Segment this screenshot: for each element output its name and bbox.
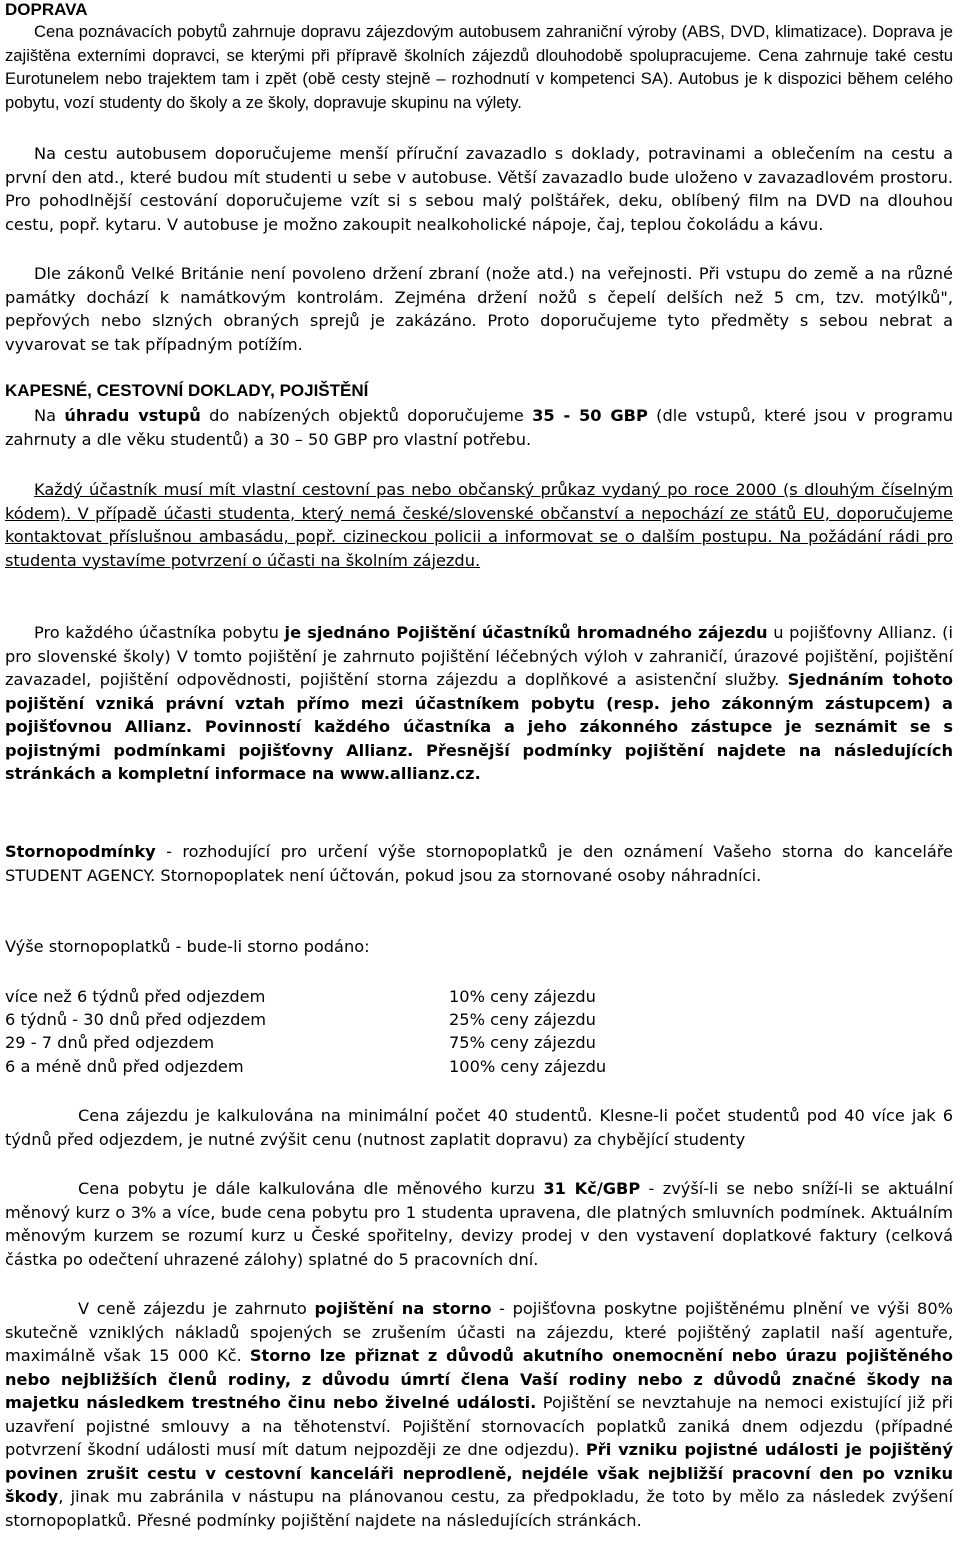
fee-when: 29 - 7 dnů před odjezdem (5, 1033, 215, 1052)
fee-row (5, 1055, 953, 1079)
fee-amount: 10% ceny zájezdu (449, 987, 596, 1006)
paragraph-doprava-2: Na cestu autobusem doporučujeme menší příruční zavazadlo s doklady, potravinami a oblečením na cestu a první den atd., které budou mít studenti u sebe v autobuse. Větší zavazadlo bude uloženo v zavazadlovém prostoru. Pro pohodlnější cestování doporučujeme vzít si s sebou malý polštářek, deku, oblíbený film na DVD na dlouhou cestu, popř. kytaru. V autobuse je možno zakoupit nealkoholické nápoje, čaj, teplou čokoládu a kávu. (5, 144, 953, 234)
paragraph-pojisteni: Pro každého účastníka pobytu je sjednáno Pojištění účastníků hromadného zájezdu u pojišťovny Allianz. (i pro slovenské školy) V tomto pojištění je zahrnuto pojištění léčebných výloh v zahraničí, úrazové pojištění, pojištění zavazadel, pojištění odpovědnosti, pojištění storna zájezdu a doplňkové a asistenční služby. Sjednáním tohoto pojištění vzniká právní vztah přímo mezi účastníkem pobytu (resp. jeho zákonným zástupcem) a pojišťovnou Allianz. Povinností každého účastníka a jeho zákonného zástupce je seznámit se s pojistnými podmínkami pojišťovny Allianz. Přesnější podmínky pojištění najdete na následujících stránkách a kompletní informace na www.allianz.cz. (5, 623, 953, 783)
heading-kapesne: KAPESNÉ, CESTOVNÍ DOKLADY, POJIŠTĚNÍ (5, 381, 369, 400)
fee-amount: 25% ceny zájezdu (449, 1010, 596, 1029)
paragraph-kurz: Cena pobytu je dále kalkulována dle měnového kurzu 31 Kč/GBP - zvýší-li se nebo sníží-li se aktuální měnový kurz o 3% a více, bude cena pobytu pro 1 studenta upravena, dle platných smluvních podmínek. Aktuálním měnovým kurzem se rozumí kurz u České spořitelny, devizy prodej v den vystavení doplatkové faktury (celková částka po odečtení uhrazené zálohy) splatné do 5 pracovních dní. (5, 1179, 954, 1269)
fee-amount: 75% ceny zájezdu (449, 1033, 596, 1052)
paragraph-min-pocet: Cena zájezdu je kalkulována na minimální počet 40 studentů. Klesne-li počet studentů pod 40 více jak 6 týdnů před odjezdem, je nutné zvýšit cenu (nutnost zaplatit dopravu) za chybějící studenty (5, 1106, 953, 1149)
paragraph-doklady: Každý účastník musí mít vlastní cestovní pas nebo občanský průkaz vydaný po roce 2000 (s dlouhým číselným kódem). V případě účasti studenta, který nemá české/slovenské občanství a nepochází ze států EU, doporučujeme kontaktovat příslušnou ambasádu, popř. cizineckou policii a informovat se o dalším postupu. Na požádání rádi pro studenta vystavíme potvrzení o účasti na školním zájezdu. (5, 480, 953, 570)
fee-row (5, 1031, 953, 1055)
fee-row (5, 1008, 953, 1032)
fees-title: Výše stornopoplatků - bude-li storno podáno: (5, 937, 370, 956)
fee-when: 6 týdnů - 30 dnů před odjezdem (5, 1010, 267, 1029)
fee-when: 6 a méně dnů před odjezdem (5, 1057, 244, 1076)
paragraph-doprava-1: Cena poznávacích pobytů zahrnuje dopravu zájezdovým autobusem zahraniční výroby (ABS, DVD, klimatizace). Doprava je zajištěna externími dopravci, se kterými při přípravě školních zájezdů dlouhodobě spolupracujeme. Cena zahrnuje také cestu Eurotunelem nebo trajektem tam i zpět (obě cesty stejně – rozhodnutí v kompetenci SA). Autobus je k dispozici během celého pobytu, vozí studenty do školy a ze školy, dopravuje skupinu na výlety. (5, 22, 953, 112)
paragraph-stornopodminky: Stornopodmínky - rozhodující pro určení výše stornopoplatků je den oznámení Vašeho storna do kanceláře STUDENT AGENCY. Stornopoplatek není účtován, pokud jsou za stornované osoby náhradníci. (5, 842, 953, 885)
paragraph-vstupy: Na úhradu vstupů do nabízených objektů doporučujeme 35 - 50 GBP (dle vstupů, které jsou v programu zahrnuty a dle věku studentů) a 30 – 50 GBP pro vlastní potřebu. (5, 406, 954, 449)
paragraph-doprava-3: Dle zákonů Velké Británie není povoleno držení zbraní (nože atd.) na veřejnosti. Při vstupu do země a na různé památky dochází k namátkovým kontrolám. Zejména držení nožů s čepelí delších než 5 cm, tzv. motýlků", pepřových nebo slzných obraných sprejů je zakázáno. Proto doporučujeme tyto předměty s sebou nebrat a vyvarovat se tak případným potížím. (5, 264, 953, 354)
fee-amount: 100% ceny zájezdu (449, 1057, 607, 1076)
fee-row (5, 985, 953, 1009)
heading-doprava: DOPRAVA (5, 0, 88, 19)
paragraph-pojisteni-storno: V ceně zájezdu je zahrnuto pojištění na storno - pojišťovna poskytne pojištěnému plnění ve výši 80% skutečně vzniklých nákladů spojených se zrušením účasti na zájezdu, které pojištěný zaplatil naší agentuře, maximálně však 15 000 Kč. Storno lze přiznat z důvodů akutního onemocnění nebo úrazu pojištěného nebo nejbližších členů rodiny, z důvodu úmrtí člena Vaší rodiny nebo z důvodů značné škody na majetku následkem trestného činu nebo živelné události. Pojištění se nevztahuje na nemoci existující již při uzavření pojistné smlouvy a na těhotenství. Pojištění stornovacích poplatků zaniká dnem odjezdu (případné potvrzení škodní události musí mít datum nejpozději ze dne odjezdu). Při vzniku pojistné události je pojištěný povinen zrušit cestu v cestovní kanceláři neprodleně, nejdéle však nejbližší pracovní den po vzniku škody, jinak mu zabránila v nástupu na plánovanou cestu, za předpokladu, že toto by mělo za následek zvýšení stornopoplatků. Přesné podmínky pojištění najdete na následujících stránkách. (5, 1299, 953, 1530)
fee-when: více než 6 týdnů před odjezdem (5, 987, 266, 1006)
